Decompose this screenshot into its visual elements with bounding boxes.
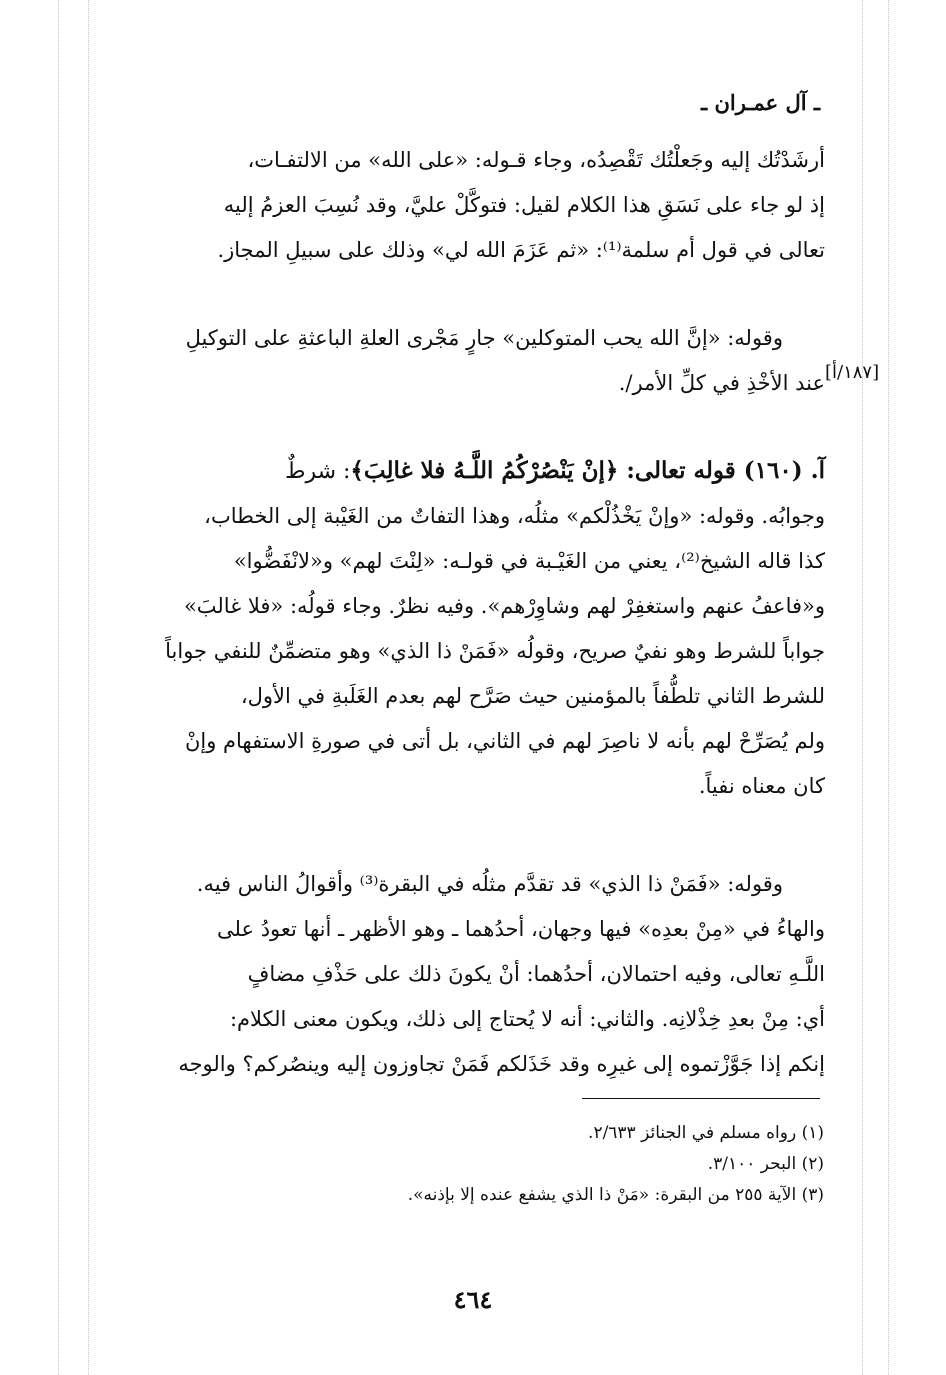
text-line: والهاءُ في «مِنْ بعدِه» فيها وجهان، أحدُهما ـ وهو الأظهر ـ أنها تعودُ على bbox=[217, 917, 825, 941]
text-line: أي: مِنْ بعدِ خِذْلانِه. والثاني: أنه لا يُحتاج إلى ذلك، ويكون معنى الكلام: bbox=[229, 1007, 825, 1031]
footnote-divider bbox=[582, 1098, 820, 1099]
scan-artifact-line bbox=[58, 0, 59, 1375]
verse-heading: آ. (١٦٠) قوله تعالى: ﴿إنْ يَنْصُرْكُمُ اللَّـهُ فلا غالِبَ﴾ bbox=[350, 457, 825, 484]
text-line: وقوله: «إنَّ الله يحب المتوكلين» جارٍ مَجْرى العلةِ الباعثةِ على التوكيلِ bbox=[185, 326, 783, 350]
text-line: تعالى في قول أم سلمة⁽¹⁾: «ثم عَزَمَ الله لي» وذلك على سبيلِ المجاز. bbox=[217, 238, 825, 262]
text-line: أرشَدْتُك إليه وجَعلْتُك تَقْصِدُه، وجاء قـوله: «على الله» من الالتفـات، bbox=[247, 148, 825, 172]
footnotes bbox=[200, 1118, 824, 1211]
text-line: عند الأخْذِ في كلِّ الأمر/. bbox=[618, 371, 825, 395]
text-line: وقوله: «فَمَنْ ذا الذي» قد تقدَّم مثلُه في البقرة⁽³⁾ وأقوالُ الناس فيه. bbox=[196, 872, 783, 896]
paragraph-1 bbox=[110, 138, 825, 273]
scan-artifact-line bbox=[888, 0, 889, 1375]
footnote: (١) رواه مسلم في الجنائز ٢/٦٣٣. bbox=[588, 1123, 824, 1143]
text-line: اللَّـهِ تعالى، وفيه احتمالان، أحدُهما: أنْ يكونَ ذلك على حَذْفِ مضافٍ bbox=[247, 962, 825, 986]
paragraph-2 bbox=[110, 316, 825, 406]
text-line: إنكم إذا جَوَّزْتموه إلى غيرِه وقد خَذَلكم فَمَنْ تجاوزون إليه وينصُركم؟ والوجه bbox=[178, 1052, 825, 1076]
scan-artifact-line bbox=[862, 0, 863, 1375]
text-line: كذا قاله الشيخ⁽²⁾، يعني من الغَيْـبة في قولـه: «لِنْتَ لهم» و«لانْفَضُّوا» bbox=[233, 549, 825, 573]
text-line: للشرط الثاني تلطُّفاً بالمؤمنين حيث صَرَّح لهم بعدم الغَلَبةِ في الأول، bbox=[240, 684, 825, 708]
verse-heading-suffix: : شرطٌ bbox=[285, 459, 351, 484]
text-line: كان معناه نفياً. bbox=[698, 774, 825, 798]
running-header: ـ آل عمـران ـ bbox=[701, 90, 820, 115]
paragraph-4 bbox=[110, 862, 825, 1087]
paragraph-3 bbox=[110, 448, 825, 809]
page-number: ٤٦٤ bbox=[453, 1285, 493, 1314]
scan-artifact-line bbox=[88, 0, 89, 1375]
text-line: إذ لو جاء على نَسَقِ هذا الكلام لقيل: فتوكَّلْ عليَّ، وقد نُسِبَ العزمُ إليه bbox=[223, 193, 825, 217]
text-line: وجوابُه. وقوله: «وإنْ يَخْذُلْكم» مثلُه، وهذا التفاتٌ من الغَيْبة إلى الخطاب، bbox=[204, 504, 825, 528]
text-line: و«فاعفُ عنهم واستغفِرْ لهم وشاوِرْهم». وفيه نظرٌ. وجاء قولُه: «فلا غالبَ» bbox=[183, 594, 825, 618]
footnote: (٢) البحر ٣/١٠٠. bbox=[707, 1154, 824, 1174]
verse-heading-line bbox=[110, 448, 825, 494]
margin-folio-note: [١٨٧/أ] bbox=[825, 362, 880, 383]
footnote: (٣) الآية ٢٥٥ من البقرة: «مَنْ ذا الذي يشفع عنده إلا بإذنه». bbox=[407, 1185, 824, 1205]
text-line: ولم يُصَرِّحْ لهم بأنه لا ناصِرَ لهم في الثاني، بل أتى في صورةِ الاستفهام وإنْ bbox=[184, 729, 825, 753]
text-line: جواباً للشرط وهو نفيٌ صريح، وقولُه «فَمَنْ ذا الذي» وهو متضمِّنٌ للنفي جواباً bbox=[165, 639, 825, 663]
